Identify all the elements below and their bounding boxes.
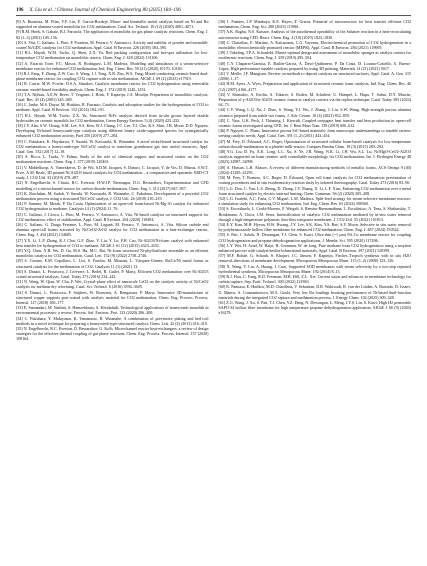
- reference-entry: [41] V. Meille, J.F. Mangione, Review on methods to deposit catalysts on structured surfaces, Appl. Catal. A: Gen. 315 (2006) 1–17.: [218, 71, 411, 82]
- reference-entry: [26] C. Italiano, G. Drago Ferrante, L. Pino, M. Laganà, M. Ferraro, V. Antonucci, A. Vita, Silicon carbide and alumina open-cell foams activated by Ni/CeO2-ZrO2 catalyst for CO2 methanation in a heat-exchanger reactor, Chem. Eng. J. 434 (2022) 134685.: [16, 221, 209, 238]
- reference-entry: [28] Y.Q. Chen, X.H. Wu, D. Ga, M.S. Hu, M.C. Bai, Ni-foam structured Ni-phyllosilicate ensemble as an efficient monolithic catalyst for CO2 methanation, Catal. Lett. 152 (9) (2022) 2738–2746.: [16, 247, 209, 259]
- reference-entry: [34] C. Fukuhara, Y. Makiyama, K. Yamamoto, R. Watanabe, A combination of preventive plating and bed-coil methods as a novel technique for preparing a honeycomb-type-structured catalyst, Chem. Lett. 42 (4) (2013) 416–418.: [16, 315, 209, 326]
- reference-entry: [30] S. Danaci, L. Protasova, J. Lefevere, L. Bedel, R. Guilet, P. Marty, Efficient CO2 methanation over Ni/Al2O3 coated structured catalysts, Catal. Today 273 (2016) 234–243.: [16, 268, 209, 279]
- reference-entry: [59] R.J. Hou, C. Fang, R.D. Freeman, M.R. Hill, Z.L. Xie, Current status and advances in membrane technology for carbon capture, Sep. Purif. Technol. 300 (2022) 121863.: [218, 273, 411, 285]
- reference-entry: [53] S. Escorihuela, L. Cerdá-Moreno, F. Weigelt, S. Remiro-Buenamañana, L. Escolástico, A. Tena, S. Shishatskiy, T. Brinkmann, A. Chica, J.M. Serra, Intensification of catalytic CO2 methanation mediated by in-situ water removal through a high-temperature polymeric thin-film composite membrane, J. CO2 Util. 55 (2022) 101813.: [218, 206, 411, 222]
- reference-entry: [46] P. Nguyen, C. Pham, Innovative porous SiC-based materials: from nanoscopic understandings to tunable carriers serving catalytic needs, Appl. Catal. Gen. 391 (1–2) (2011) 443–454.: [218, 128, 411, 139]
- reference-entry: [17] H.L. Huynh, W.M. Tucho, Z.X. Yu, Structured NiFe catalysts derived from in-situ grown layered double hydroxides on ceramic monolith for CO2 methanation, Green Energy Environ. 5 (4) (2020) 423–432.: [16, 112, 209, 123]
- reference-entry: [8] A. Buonitza, M. Pilas, Y.F. Lin, E. Garcia-Bordejé, Mono- and bimetallic metal catalysts based on Ni and Ru supported on alumina-coated monoliths for CO2 methanation, Catal. Sci. Technol. 10 (12) (2020) 4061–4071.: [16, 19, 209, 30]
- reference-entry: [48] Y.G. Liu, D. Fu, X.K. Long, L.L. Xu, S. Ye, J.B. Wang, N.K. Li, J.H. Wu, S.L. Lu, Ni/MgO-CeO2-Al2O3 catalysts supported on foam ceramic with controllable morphology for CO2 methanation, Int. J. Hydrogen Energy 48 (2023) 32987–32998.: [218, 149, 411, 165]
- reference-entry: [55] S. Pati, J. Ashok, N. Dewangan, T.J. Chen, S. Kawi, Ultra-thin (~1 μm) Pd–Cu membrane reactor for coupling CO2 hydrogenation and propane dehydrogenation applications, J. Membr. Sci. 595 (2020) 117496.: [218, 232, 411, 243]
- reference-entry: [43] V. Shumilov, A. Kirilin, A. Tokarev, S. Boden, M. Schubert, U. Hampel, L. Hupa, T. Salmi, D.Y. Murzin, Preparation of γ-Al2O3/α-Al2O3 ceramic foams as catalyst carriers via the replica technique, Catal. Today 383 (2022) 64–73.: [218, 91, 411, 108]
- reference-entry: [38] C. Chatzilias, E. Martino, A. Katsaounis, C.G. Vayenas, Electrochemical promotion of CO2 hydrogenation in a monolithic electrochemically promoted reactor (MEPR), Appl. Catal. B Environ. 284 (2021) 119695.: [218, 39, 411, 51]
- reference-entry: [51] L.G. Dou, C. Yan, L.S. Zhong, D. Zhang, J.Y. Zhang, X. Li, L.F. Xiao, Enhancing CO2 methanation over a metal foam structured catalyst by electric internal heating, Chem. Commun. 56 (2) (2020) 205–208.: [218, 185, 411, 196]
- reference-entry: [20] A. Ricca, L. Truda, V. Palma, Study of the role of chemical support and structured carrier on the CO2 methanation reactions, Chem. Eng. J. 377 (2019) 120461.: [16, 154, 209, 165]
- reference-entry: [40] C.Y. Chaparro-Garnica, E. Bailón-García, A. Davó-Quiñonero, P. Da Costa, D. Lozano-Castelló, A. Bueno-López, High performance tunable catalysts prepared by using 3D printing, Materials 14 (21) (2021) 5017.: [218, 60, 411, 71]
- reference-entry: [25] C. Italiano, J. Llorca, L. Pino, M. Ferraro, V. Antonucci, A. Vita, Ni-based catalysts on structured supports for CO2 methanation: effect of stabilization, Appl. Catal. B Environ. 264 (2020) 118494.: [16, 211, 209, 222]
- reference-entry: [42] H.M. Ayers, A. Wyss, Preparation and application of structured ceramic foam catalysts, Ind. Eng. Chem. Res. 46 (12) (2007) 4166–4177.: [218, 81, 411, 92]
- reference-entry: [16] C. Janke, M.S. Duyar, M. Hoskins, R. Farrauto, Catalytic and adsorption studies for the hydrogenation of CO2 to methane, Appl. Catal. B Environ. 152 (2014) 184–191.: [16, 102, 209, 113]
- reference-entry: [54] E.Y. Kim, M.H. Hyeon, H.W. Hwang, J.Y. Lee, S.K. Kim, Y.S. Bae, S.Y. Moon, Selective in situ water removal by polybenzoxazole hollow fiber membrane for enhanced CO2 methanation, Chem. Eng. J. 487 (2024) 150524.: [218, 221, 411, 233]
- reference-entry: [14] R. Currie, M.W. Fowler, D.S.A. Simakov, Catalytic membrane reactor for CO2 hydrogenation using renewable streams: model-based feasibility analysis, Chem. Eng. J. 372 (2019) 1240–1252.: [16, 81, 209, 92]
- reference-entry: [35] N. Engelbrecht, R.C. Everson, D. Bessarabov, G. Kolb, Microchannel reactor heat-exchangers: a review of design strategies for the effective thermal coupling of gas phase reactions, Chem. Eng. Process. Process. Intensif. 157 (2020) 108164.: [16, 325, 209, 342]
- reference-entry: [19] C. Fukuhara, K. Hayakawa, Y. Suzuki, W. Kawasaki, R. Watanabe, A novel nickel-based structured catalyst for CO2 methanation: a honeycomb-type Ni/CeO2 catalyst to transform greenhouse gas into useful resources, Appl. Catal. Gen. 532 (2017) 12–18.: [16, 138, 209, 155]
- references-columns: [16, 19, 411, 342]
- reference-entry: [11] H.L. Huynh, W.M. Tucho, Q. Shen, Z.X. Yu, Bed packing configuration and hot-spot utilization for low-temperature CO2 methanation on monolithic reactor, Chem. Eng. J. 428 (2022) 131106.: [16, 50, 209, 61]
- reference-entry: [31] N. Wang, W. Qian, W. Chu, F. Wei, Crystal-plane effect of nanoscale CeO2 on the catalytic activity of Ni/CeO2 catalysts for methane dry reforming, Catal. Sci. Technol. 6 (2016) 3594–3605.: [16, 279, 209, 290]
- running-title: X. Liu et al. / Chinese Journal of Chemical Engineering 80 (2025) 184–196: [29, 8, 181, 13]
- reference-entry: [15] T.A. Nijhuis, A.E.W. Beers, T. Vergunst, I. Hoek, F. Kapteijn, J.A. Moulijn, Preparation of monolithic catalysts, Catal. Rev. 43 (4) (2001) 345–380.: [16, 91, 209, 103]
- reference-entry: [52] L.G. Iwaleki, A.C. Faria, C.V. Miguel, L.M. Madeira, Split-feed strategy for steam-selective membrane reactors: a simulation study for enhancing CO2 methanation, Ind. Eng. Chem. Res. 63 (2024) 308360.: [218, 195, 411, 207]
- reference-entry: [56] L.Y. Wei, H. Azad, W. Haije, H. Grenman, W. de Jong, Pure methane from CO2 hydrogenation using a sorption enhanced process with catalyst/zeolite bifunctional materials, Appl. Catal. B Environ. 297 (2021) 120399.: [218, 242, 411, 253]
- reference-entry: [50] M. Frey, T. Romero, A.C. Roger, D. Édouard, Open cell foam catalysts for CO2 methanation: presentation of coating procedures and in situ exothermicity reaction study by infrared thermography, Catal. Today 273 (2016) 83–90.: [218, 175, 411, 186]
- reference-entry: [58] X. Wang, Y. Liu, A. Huang, J. Caro, Supported SOD membranes with steam selectivity by a two-step repeated hydrothermal synthesis, Microporous Mesoporous Mater. 192 (2014) 8–13.: [218, 263, 411, 274]
- reference-entry: [9] R.M. Hoek, S. Gabatz, R.J. Faroacla, The application of monoliths for gas phase catalytic reactions, Chem. Eng. J. 82 (1–3) (2001) 149–156.: [16, 29, 209, 40]
- reference-entry: [10] A. Vita, C. Italiano, L. Pino, P. Frontera, M. Ferraro, V. Antonucci, Activity and stability of powder and monolith-coated Ni/GDC catalysts for CO2 methanation, Appl. Catal. B Environ. 226 (2018) 384–395.: [16, 39, 209, 51]
- reference-entry: [33] E. Samandari, M. Nadimi, S. Hamzehlouia, S. Khodadadi, Technological applications of honeycomb monolith in environmental processes: a review, Process. Saf. Environ. Prot. 133 (2020) 286–300.: [16, 305, 209, 316]
- reference-entry: [12] A. Estarita Torre, F.C. Mosca, R. Rodriguez, L.M. Madeira, Modeling and simulation of a steam-selective membrane reactor for enhanced CO2 methanation, Ind. Eng. Chem. Res. 59 (21) (2020) 10170–10184.: [16, 60, 209, 71]
- reference-entry: [18] J.Y. Ahn, S.W. Chung, S.M. Lee, S.S. Kim, W.J. Chung, J.C. Lee, Y.J. Cho, K.S. Shin, J.H. Moon, D.D. Nguyen, Developing Ni-based honeycomb-type catalysts using different binary oxide-supported species for synergistically enhanced CO2 methanation activity, Fuel 250 (2019) 277–284.: [16, 123, 209, 139]
- reference-entry: [39] J. Tabeling, T.P.A. Schonfeld, Matrix-optimal design and assessment of monolithic sponges as catalyst carriers for exothermic reactions, Chem. Eng. J. 359 (2019) 495–504.: [218, 50, 411, 61]
- reference-entry: [13] R.J. Fang, F. Zhang, Z.W. Cao, S. Wang, J.J. Tong, X.R. Zhu, W.S. Yang, Mixed conducting ceramic-based dual-phase membrane reactor for coupling CO2 capture with in situ methanation, AIChE J. 69 (2) (2023) e17919.: [16, 71, 209, 82]
- reference-entry: [60] K. Pantiasa, E. Harlkos, M.D. Chardinos, V. Sebastian, D.R. Wakiwadi, R. van der Linden, A. Baroudo, D. Issaev, G. Maniw, A. Constantinescu, M.A. Goula, Very low Ru loadings boosting performance of Ni-based dual-function materials during the integrated CO2 capture and methanation process, J. Energy Chem. 102 (2025) 309–328.: [218, 284, 411, 300]
- reference-entry: [32] S. Danaci, L. Protasova, F. Snijkers, W. Bouwens, A. Bengaouer, P. Marty, Innovative 3D-manufacture of structured copper supports post-coated with catalytic material for CO2 methanation, Chem. Eng. Process. Process. Intensif. 127 (2018) 168–177.: [16, 289, 209, 305]
- reference-entry: [22] N. Engelbrecht, S. Chiuta, R.C. Everson, H.W.J.P. Neomagus, D.G. Bessarabov, Experimentation and CFD modelling of a microchannel reactor for carbon dioxide methanation, Chem. Eng. J. 313 (2017) 847–857.: [16, 180, 209, 191]
- reference-entry: [36] I. Fuentes, J.P. Mimbaya, K.E. Hayes, F. Gracia, Potential of microreactors for heat transfer efficient CO2 methanation, Chem. Eng. Sci. 280 (2023) 119061.: [218, 19, 411, 30]
- reference-entry: [37] A.K. Raghu, N.S. Kaisare, Analysis of the autothermal operability of the Sabatier reaction in a heat-recirculating microreactor using CFD, React. Chem. Eng. 4 (10) (2019) 1823–1830.: [218, 29, 411, 40]
- running-header: [16, 8, 411, 16]
- reference-entry: [49] A. Hassan, L.R. Abasov, A review of different manufacturing methods of metallic foams, ACS Omega 9 (40) (2024) 41285–41295.: [218, 164, 411, 175]
- reference-entry: [61] Z.G. Wang, J. Xu, S. Pati, T.J. Chen, Y.Z. Deng, N. Dewangan, L. Meng, J.Y.S. Lin, S. Kawi, High H2 permeable SAPO-34 hollow fiber membrane for high temperature propane dehydrogenation application, AIChE J. 66 (9) (2020) e16278.: [218, 299, 411, 316]
- reference-entry: [27] Y.X. Li, L.P. Zhang, K.J. Chai, G.F. Zhao, Y. Liu, Y. Lu, F.H. Cao, Ni-Al2O3/Ni-foam catalyst with enhanced heat transfer for hydrogenation of CO2 to methane, AIChE J. 61 (12) (2015) 4323–4331.: [16, 237, 209, 248]
- reference-entry: [44] C.Y. Wang, L.Q. Xu, J. Zhao, S. Wang, Y.J. Wu, J. Zhang, J. Liu, S.W. Wang, High-strength porous alumina ceramics prepared from stable wet foams, J. Adv. Ceram. 10 (4) (2021) 852–859.: [218, 107, 411, 118]
- reference-entry: [29] S. Cimino, E.M. Cepollaro, L. Lisi, S. Fasolin, M. Musiani, L. Vázquez-Gómez, Ru/Ce/Ni metal foams as structured catalysts for the methanation of CO2, Catalysts 11 (1) (2021) 13.: [16, 258, 209, 269]
- reference-entry: [21] V. Middelkoop, A. Vamvakeros, D. de Wit, S.D.M. Jacques, S. Danaci, C. Jacquot, Y. de Vos, D. Matras, S.W.T. Price, A.M. Beale, 3D printed Ni/Al2O3 based catalysts for CO2 methanation – a comparative and operando XRD-CT study, J. CO2 Util. 33 (2019) 478–487.: [16, 164, 209, 181]
- references-left-column: [16, 19, 209, 342]
- reference-entry: [24] P. Summa, M. Motak, P. Da Costa, Optimization of an open-cell foam-based Ni-Mg-Al catalyst for enhanced CO2 hydrogenation to methane, Catalysts 14 (1) (2024) 11. 76.: [16, 201, 209, 212]
- reference-entry: [57] M.F. Rohde, G. Schaub, S. Khajavi, J.C. Jansen, F. Kapteijn, Fischer–Tropsch synthesis with in situ H2O removal–directions of membrane development, Microporous Mesoporous Mater. 115 (1–2) (2008) 123–136.: [218, 253, 411, 264]
- reference-entry: [45] C. Vaas, G.K. Peck, J. Thöming, I. Kiewidt, Coupled conjugate heat transfer and heat production in open-cell ceramic foams investigated using CFD, Int. J. Heat Mass Tran. 139 (2019) 606–612.: [218, 117, 411, 129]
- references-right-column: [219, 19, 412, 342]
- page-number: 196: [16, 8, 24, 13]
- reference-entry: [47] M. Frey, D. Édouard, A.C. Roger, Optimization of structured cellular foam-based catalysts for low-temperature carbon dioxide methanation in a platelet milli-reactor, Comptes Rendus Chim. 18 (3) (2015) 283–292.: [218, 138, 411, 149]
- reference-entry: [23] K. Ratchahat, M. Sudoh, Y. Suzuki, W. Kawasaki, R. Watanabe, C. Fukuhara, Development of a powerful CO2 methanation process using a structured Ni/CeO2 catalyst, J. CO2 Util. 24 (2018) 210–219.: [16, 190, 209, 201]
